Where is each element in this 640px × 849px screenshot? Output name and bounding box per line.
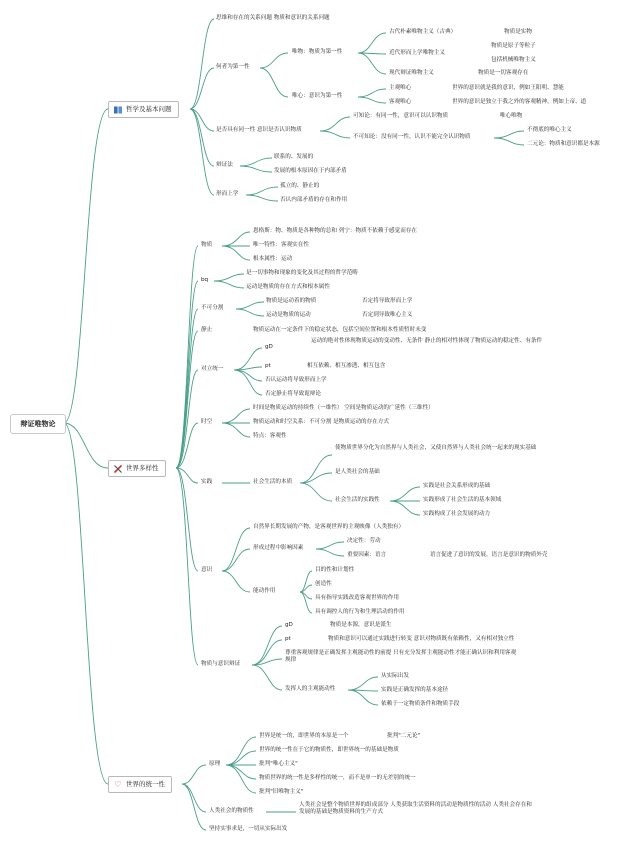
node: 对立统一 [201,366,224,372]
node: 使物质世界分化为自然界与人类社会，又使自然界与人类社会统一起来的现实基础 [335,445,537,451]
node: 实践 [201,479,213,485]
node: 坚持实事求是，一切从实际出发 [209,826,288,832]
node: 二元论：物质和意识都是本源 [527,141,600,147]
node: 物质是原子等粒子 [491,43,536,49]
node: 相互依赖、相互渗透、相互包含 [307,363,386,369]
node: 物质是一切客观存在 [478,70,529,76]
node: bq [201,277,209,283]
node: 具有调控人的行为和生理活动的作用 [315,609,405,615]
node: 物质运动和时空关系：不可分割 是物质运动的存在方式 [253,419,390,425]
node: 辩证法 [216,162,233,168]
node: 世界的意识是独立于我之外的客观精神，例如上帝、道 [452,99,587,105]
node: 人类社会的物质性 [209,808,254,814]
node: 自然界长期发展的产物，是客观世界的主观映像（人类独有） [253,524,405,530]
node: 社会生活的本质 [253,479,293,485]
node: 语言促进了意识的发展，语言是意识的物质外壳 [430,552,548,558]
node: 批判"唯心主义" [259,761,298,767]
node: 物质运动在一定条件下的稳定状态，包括空间位置和根本性质暂时未变 [253,327,427,333]
node: 根本属性：运动 [253,256,293,262]
node: 实践构成了社会发展的动力 [423,511,491,517]
node: 静止 [201,327,213,333]
tools-icon [113,464,123,474]
node: 主观唯心 [389,85,412,91]
node: 现代辩证唯物主义 [389,70,434,76]
node: 发展的根本原因在于内部矛盾 [274,168,347,174]
node: 包括机械唯物主义 [491,57,536,63]
node: 联系的、发展的 [274,154,314,160]
node: 不可知论：没有同一性，认识不能完全认识物质 [353,134,471,140]
node: 依赖于一定物质条件和物质手段 [381,701,460,707]
node: 物质是运动着的物质 [266,298,317,304]
node: 物质与意识辩证 [201,661,241,667]
node: 批判"旧唯物主义" [259,789,304,795]
topic-philosophy[interactable] [108,101,179,118]
node: 物质和意识可以通过实践进行转变 意识对物质既有依赖性，又有相对独立性 [328,636,515,642]
node: 否定到导致唯心主义 [362,312,413,318]
node: gD [265,344,273,350]
node: 发挥人的主观能动性 [285,686,336,692]
node: 唯物：物质为第一性 [292,49,343,55]
node: 是人类社会的基础 [335,469,380,475]
node: 世界的意识就是我的意识，例如王阳明、慧能 [452,85,564,91]
topic-label: 世界的统一性 [126,780,165,788]
node: 形成过程中影响因素 [253,545,304,551]
topic-label: 哲学及基本问题 [126,105,172,113]
node: 实践形成了社会生活的基本领域 [423,497,502,503]
node: 批判"二元论" [387,733,421,739]
node: 唯心唯物 [500,113,523,119]
node: 否认运动将导致形而上学 [265,377,327,383]
node: 是否具有同一性 意识是否认识物质 [216,127,302,133]
node: 原理 [209,761,221,767]
node: 恩格斯：物、物质是各种物的总和 列宁：物质不依赖于感觉而存在 [253,228,417,234]
node: 从实际出发 [381,673,409,679]
node: 世界的统一性在于它的物质性，即世界统一的基础是物质 [259,747,399,753]
node: 形而上学 [216,191,239,197]
node: 时空 [201,419,213,425]
node: 时间是物质运动的持续性（一维性） 空间是物质运动的广延性（三维性） [253,405,434,411]
node: 物质世界的统一性是多样性的统一，而不是单一的无差别的统一 [259,775,416,781]
node: 可知论：有同一性，意识可以认识物质 [353,113,449,119]
node: 近代形而上学唯物主义 [389,50,445,56]
node: 社会生活的实践性 [335,497,380,503]
node: 唯心：意识为第一性 [292,93,343,99]
topic-label: 世界多样性 [126,464,159,472]
node: 是一切事物和现象的变化及其过程的哲学范畴 [246,270,358,276]
topic-unity[interactable] [108,776,172,793]
node: pt [265,363,271,369]
book-icon [113,105,123,115]
node: 实践是正确发挥的基本途径 [381,687,449,693]
node: 物质 [201,242,213,248]
node: 何者为第一性 [216,64,250,70]
node: gD [285,622,293,628]
node: 具有指导实践改造客观世界的作用 [315,595,399,601]
node: 古代朴素唯物主义（古典） [389,29,457,35]
node: 唯一特性：客观实在性 [253,242,309,248]
node: 孤立的、静止的 [280,183,320,189]
node: 不可分割 [201,305,224,311]
heart-icon: ♡ [114,779,122,789]
node: 人类社会是整个物质世界的组成部分 人类获取生活资料的活动是物质性的活动 人类社会存在和发展的基础是物质资料的生产方式 [299,802,532,815]
node: 运动的绝对性体现物质运动的变动性、无条件 静止的相对性体现了物质运动的稳定性、有条件 [311,338,543,344]
node: 目的性和计划性 [315,567,355,573]
topic-diversity[interactable] [108,460,166,477]
node: 物质是实物 [504,29,532,35]
node: 意识 [201,567,213,573]
node: 实践是社会关系形成的基础 [423,483,491,489]
node: 特点：客观性 [253,433,287,439]
node: 能动作用 [253,588,276,594]
node: 物质是本源，意识是派生 [330,622,392,628]
node: 不彻底的唯心主义 [527,127,572,133]
node: 否定静止将导致诡辩论 [265,391,321,397]
node: 重要因素：语言 [347,552,387,558]
node: 运动是物质的运动 [266,312,311,318]
node: 否定将导致形而上学 [362,298,413,304]
node: pt [285,636,291,642]
node: 世界是统一的，即世界的本原是一个 [259,733,349,739]
node: 思维和存在的关系问题 物质和意识的关系问题 [216,15,330,21]
node: 客观唯心 [389,99,412,105]
node: 决定性：劳动 [347,538,381,544]
node: 创造性 [315,581,332,587]
node: 否认内部矛盾的存在和作用 [280,197,348,203]
root-node[interactable]: 辩证唯物论 [10,414,66,434]
node: 尊重客观规律是正确发挥主观能动性的前提 只有充分发挥主观能动性才能正确认识和利用客观规律 [285,650,517,663]
node: 运动是物质的存在方式和根本属性 [246,284,330,290]
